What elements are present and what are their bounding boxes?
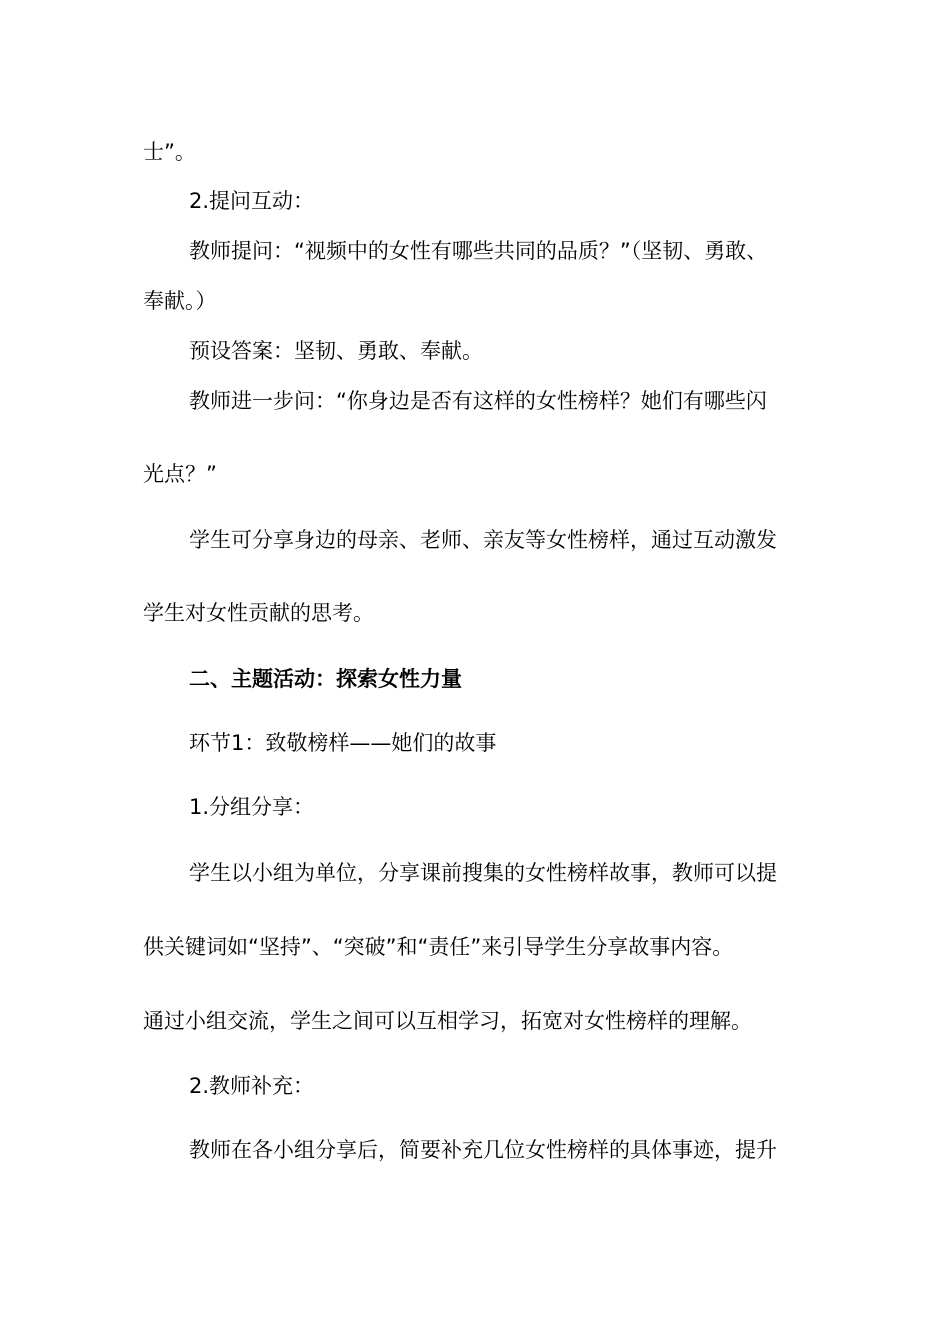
paragraph-line: 学生对女性贡献的思考。 bbox=[143, 601, 374, 625]
list-heading: 2.提问互动： bbox=[189, 189, 315, 213]
paragraph-line: 预设答案：坚韧、勇敢、奉献。 bbox=[189, 339, 483, 363]
paragraph-line: 教师在各小组分享后，简要补充几位女性榜样的具体事迹，提升 bbox=[189, 1138, 777, 1162]
paragraph-line: 供关键词如“坚持”、“突破”和“责任”来引导学生分享故事内容。 bbox=[143, 935, 734, 959]
paragraph-line: 士”。 bbox=[143, 140, 196, 164]
list-heading: 1.分组分享： bbox=[189, 795, 315, 819]
subsection-heading: 环节1：致敬榜样——她们的故事 bbox=[189, 731, 497, 755]
paragraph-line: 奉献。） bbox=[143, 289, 217, 313]
paragraph-line: 光点？” bbox=[143, 462, 217, 486]
paragraph-line: 教师进一步问：“你身边是否有这样的女性榜样？她们有哪些闪 bbox=[189, 389, 767, 413]
paragraph-line: 通过小组交流，学生之间可以互相学习，拓宽对女性榜样的理解。 bbox=[143, 1009, 752, 1033]
section-heading: 二、主题活动：探索女性力量 bbox=[189, 667, 462, 691]
list-heading: 2.教师补充： bbox=[189, 1074, 315, 1098]
paragraph-line: 教师提问：“视频中的女性有哪些共同的品质？”（坚韧、勇敢、 bbox=[189, 239, 768, 263]
paragraph-line: 学生以小组为单位，分享课前搜集的女性榜样故事，教师可以提 bbox=[189, 861, 777, 885]
paragraph-line: 学生可分享身边的母亲、老师、亲友等女性榜样，通过互动激发 bbox=[189, 528, 777, 552]
